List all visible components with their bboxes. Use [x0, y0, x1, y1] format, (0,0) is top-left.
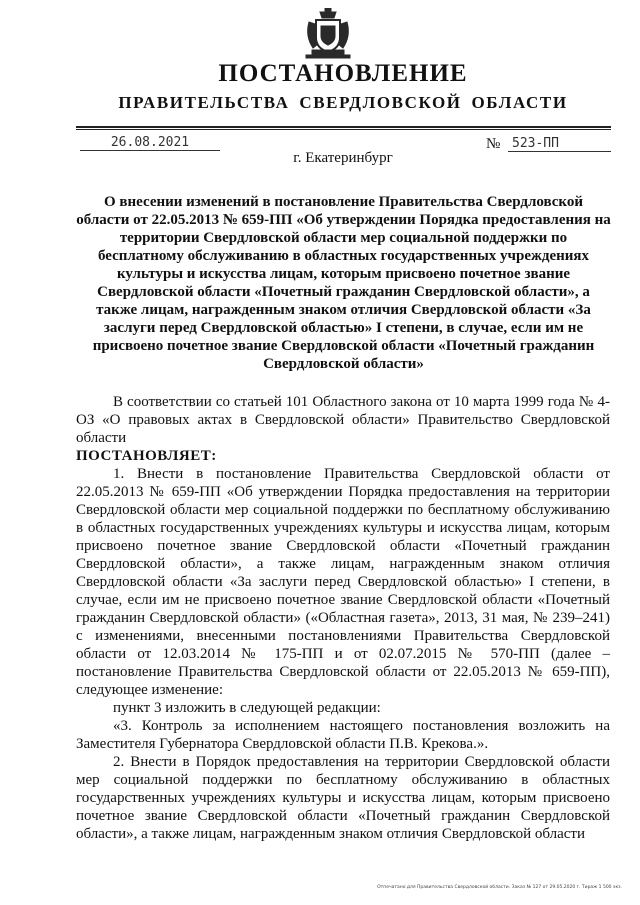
paragraph-1: 1. Внести в постановление Правительства Свердловской области от 22.05.2013 № 659-ПП «Об утверждении Порядка предоставления на территории Свердловской области мер социальной поддержки по бесплатному обслуживанию в областных государственных учреждениях культуры и искусства лицам, которым присвоено почетное звание Свердловской области «Почетный гражданин Свердловской области», а также лицам, награжденным знаком отличия Свердловской области «За заслуги перед Свердловской областью» I степени, в случае, если им не присвоено почетное звание Свердловской области «Почетный гражданин Свердловской области» («Областная газета», 2013, 31 мая, № 239–241) с изменениями, внесенными постановлениями Правительства Свердловской области от 12.03.2014 № 175-ПП и от 02.07.2015 № 570-ПП (далее – постановление Правительства Свердловской области от 22.05.2013 № 659-ПП), следующее изменение:: [76, 466, 610, 698]
document-date: 26.08.2021: [110, 135, 190, 150]
document-city: г. Екатеринбург: [293, 150, 393, 166]
document-title: ПОСТАНОВЛЕНИЕ: [218, 60, 468, 87]
header-divider: [76, 126, 611, 128]
document-heading: О внесении изменений в постановление Правительства Свердловской области от 22.05.2013 № 659-ПП «Об утверждении Порядка предоставления на территории Свердловской области мер социальной поддержки по бесплатному обслуживанию в областных государственных учреждениях культуры и искусства лицам, которым присвоено почетное звание Свердловской области «Почетный гражданин Свердловской области», а также лицам, награжденным знаком отличия Свердловской области «За заслуги перед Свердловской областью» I степени, в случае, если им не присвоено почетное звание Свердловской области «Почетный гражданин Свердловской области»: [76, 194, 611, 372]
print-footer: Отпечатано для Правительства Свердловской области. Заказ № 127 от 29.05.2020 г. Тираж 1 500 экз.: [377, 885, 622, 890]
intro-paragraph: В соответствии со статьей 101 Областного закона от 10 марта 1999 года № 4-ОЗ «О правовых актах в Свердловской области» Правительство Свердловской области: [76, 394, 610, 446]
paragraph-2: пункт 3 изложить в следующей редакции:: [113, 700, 381, 716]
coat-of-arms-icon: [303, 8, 353, 60]
number-sign: №: [486, 136, 501, 152]
resolves-label: ПОСТАНОВЛЯЕТ:: [76, 448, 217, 464]
paragraph-4: 2. Внести в Порядок предоставления на территории Свердловской области мер социальной поддержки по бесплатному обслуживанию в областных государственных учреждениях культуры и искусства лицам, которым присвоено почетное звание Свердловской области «Почетный гражданин Свердловской области», а также лицам, награжденным знаком отличия Свердловской области: [76, 754, 610, 842]
paragraph-3: «3. Контроль за исполнением настоящего постановления возложить на Заместителя Губернатора Свердловской области П.В. Крекова.».: [76, 718, 610, 752]
header-divider-thin: [76, 129, 611, 130]
document-body: [76, 393, 610, 843]
document-subtitle: ПРАВИТЕЛЬСТВА СВЕРДЛОВСКОЙ ОБЛАСТИ: [118, 93, 568, 112]
document-number: 523-ПП: [512, 136, 559, 151]
